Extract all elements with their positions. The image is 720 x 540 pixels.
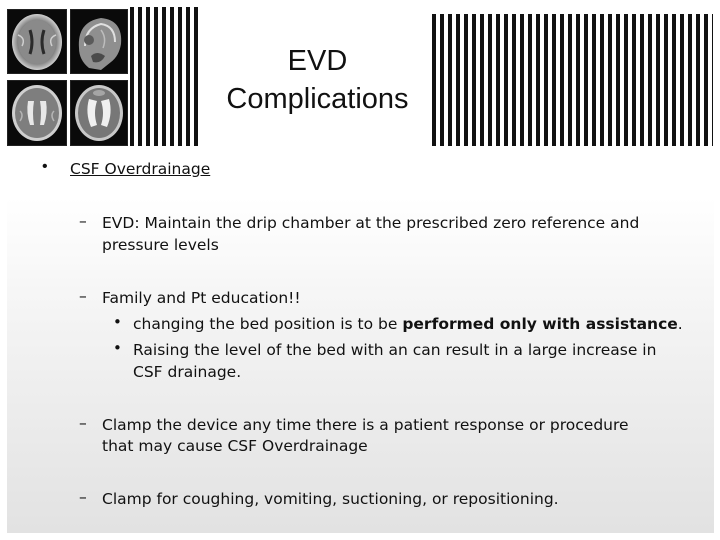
item-2-sub-2-line-2: CSF drainage. (133, 363, 242, 381)
dash-icon: – (79, 212, 87, 230)
item-2-line-1: Family and Pt education!! (102, 289, 301, 307)
sub-bullet-icon: • (113, 339, 122, 357)
slide-title (205, 42, 430, 118)
decorative-stripes-left (130, 7, 202, 146)
sub-1-text: changing the bed position is to be (133, 315, 403, 333)
item-2-sub-2-line-1: Raising the level of the bed with an can result in a large increase in (133, 341, 657, 359)
title-line-2: Complications (226, 83, 409, 115)
dash-icon: – (79, 488, 87, 506)
brain-mri-image-2 (70, 9, 128, 74)
dash-icon: – (79, 414, 87, 432)
item-1-line-1: EVD: Maintain the drip chamber at the prescribed zero reference and (102, 214, 640, 232)
heading-csf-overdrainage: CSF Overdrainage (70, 160, 211, 178)
title-line-1: EVD (287, 45, 348, 77)
item-2-sub-1 (133, 313, 683, 335)
dash-icon: – (79, 287, 87, 305)
decorative-stripes-right (432, 14, 713, 146)
item-3-line-2: that may cause CSF Overdrainage (102, 437, 368, 455)
sub-1-bold-text: performed only with assistance (402, 315, 678, 333)
bullet-icon: • (42, 158, 48, 175)
item-1-line-2: pressure levels (102, 236, 219, 254)
item-3-line-1: Clamp the device any time there is a patient response or procedure (102, 416, 629, 434)
brain-mri-image-1 (7, 9, 67, 74)
item-4-line-1: Clamp for coughing, vomiting, suctioning, or repositioning. (102, 490, 559, 508)
brain-mri-image-3 (7, 80, 67, 146)
sub-bullet-icon: • (113, 313, 122, 331)
sub-1-text-end: . (677, 315, 683, 333)
brain-mri-image-4 (70, 80, 128, 146)
